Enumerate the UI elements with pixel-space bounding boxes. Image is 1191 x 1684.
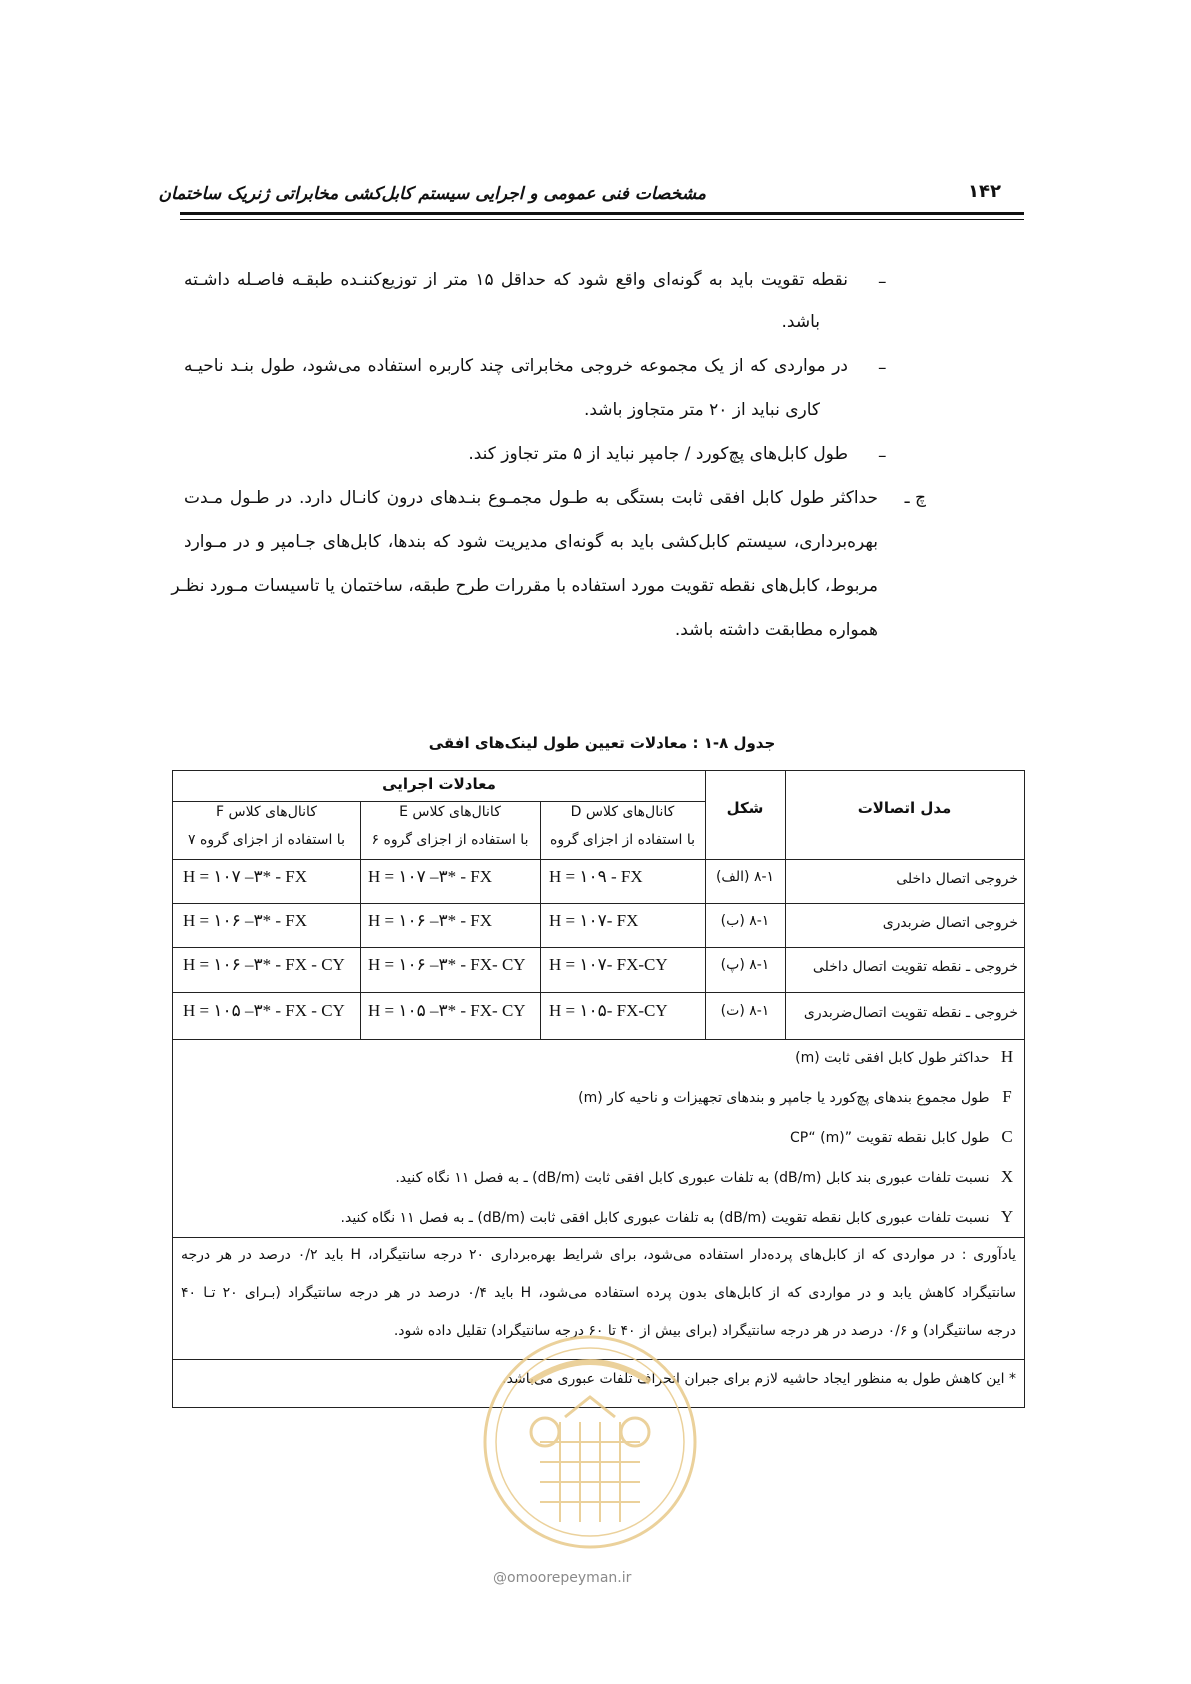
table-caption: جدول ۸-۱ : معادلات تعیین طول لینک‌های افقی — [428, 734, 776, 752]
row-eq-class-f: H = ۱۰۶ –۳* - FX — [183, 911, 308, 930]
note-line-3: درجه سانتیگراد) و ۰/۶ درصد در هر درجه سانتیگراد (برای بیش از ۴۰ تا ۶۰ درجه سانتیگراد) تقلیل داده شود. — [393, 1323, 1016, 1339]
definition-c — [790, 1127, 1020, 1147]
bullet-1-line-1: نقطه تقویت باید به گونه‌ای واقع شود که حداقل ۱۵ متر از توزیع‌کننـده طبقـه فاصـله داشـته — [184, 270, 849, 290]
row-eq-class-d: H = ۱۰۹ - FX — [549, 867, 643, 886]
bullet-2-line-1: در مواردی که از یک مجموعه خروجی مخابراتی چند کاربره استفاده می‌شود، طول بنـد ناحیـه — [184, 356, 848, 376]
definition-symbol: C — [1001, 1127, 1013, 1146]
definition-symbol: H — [1000, 1047, 1014, 1066]
row-figure: ۸-۱ (الف) — [715, 869, 775, 885]
header-rule-thin — [180, 219, 1024, 220]
header-class-f-sub: با استفاده از اجزای گروه ۷ — [188, 832, 345, 848]
bullet-dash: – — [878, 358, 887, 378]
header-equations: معادلات اجرایی — [382, 775, 496, 793]
row-eq-class-d: H = ۱۰۷- FX — [549, 911, 639, 930]
watermark-logo — [470, 1322, 710, 1582]
note-line-2: سانتیگراد کاهش یابد و در مواردی که از کابل‌های بدون پرده استفاده می‌شود، H باید ۰/۴ درصد در هر درجه سانتیگراد (بـرای ۲۰ تـا ۴۰ — [181, 1285, 1016, 1301]
paragraph-line-2: بهره‌برداری، سیستم کابل‌کشی باید به گونه‌ای مدیریت شود که بندها، کابل‌های جـامپر و در مـوارد — [184, 532, 878, 552]
paragraph-line-4: همواره مطابقت داشته باشد. — [674, 620, 878, 640]
row-eq-class-f: H = ۱۰۶ –۳* - FX - CY — [183, 955, 345, 974]
definition-y — [341, 1207, 1020, 1227]
header-figure: شکل — [726, 799, 764, 817]
row-eq-class-e: H = ۱۰۷ –۳* - FX — [368, 867, 493, 886]
row-model: خروجی اتصال داخلی — [896, 871, 1018, 887]
table-footnote: * این کاهش طول به منظور ایجاد حاشیه لازم برای جبران انحراف تلفات عبوری می‌باشد. — [502, 1371, 1016, 1387]
row-figure: ۸-۱ (ب) — [720, 913, 770, 929]
definition-text: حداکثر طول کابل افقی ثابت (m) — [795, 1050, 990, 1066]
row-model: خروجی ـ نقطه تقویت اتصال داخلی — [812, 959, 1018, 975]
page-number: ۱۴۲ — [968, 181, 1001, 202]
row-eq-class-e: H = ۱۰۶ –۳* - FX — [368, 911, 493, 930]
definition-text: طول کابل نقطه تقویت ”CP“ (m) — [789, 1130, 990, 1146]
watermark-site: @omoorepeyman.ir — [493, 1570, 632, 1586]
row-eq-class-f: H = ۱۰۷ –۳* - FX — [183, 867, 308, 886]
row-eq-class-e: H = ۱۰۶ –۳* - FX- CY — [368, 955, 526, 974]
paragraph-line-1: حداکثر طول کابل افقی ثابت بستگی به طـول مجمـوع بنـدهای درون کانـال دارد. در طـول مـدت — [184, 488, 878, 508]
header-class-f: کانال‌های کلاس F — [216, 804, 317, 820]
row-model: خروجی اتصال ضربدری — [882, 915, 1018, 931]
bullet-dash: – — [878, 446, 887, 466]
paragraph-line-3: مربوط، کابل‌های نقطه تقویت مورد استفاده با مقررات طرح طبقه، ساختمان یا تاسیسات مـورد نظـر — [171, 576, 878, 596]
row-divider — [173, 992, 1024, 993]
definition-text: طول مجموع بندهای پچ‌کورد یا جامپر و بندهای تجهیزات و ناحیه کار (m) — [578, 1090, 990, 1106]
definition-symbol: Y — [1000, 1207, 1014, 1226]
definition-text: نسبت تلفات عبوری کابل نقطه تقویت (dB/m) به تلفات عبوری کابل افقی ثابت (dB/m) ـ به فصل ۱۱ نگاه کنید. — [340, 1210, 990, 1226]
row-model: خروجی ـ نقطه تقویت اتصال‌ضربدری — [803, 1005, 1018, 1021]
row-figure: ۸-۱ (ت) — [720, 1003, 770, 1019]
bullet-1-line-2: باشد. — [781, 312, 820, 332]
row-divider — [173, 903, 1024, 904]
header-rule-thick — [180, 212, 1024, 215]
paragraph-label: چ ـ — [904, 488, 926, 508]
definition-text: نسبت تلفات عبوری بند کابل (dB/m) به تلفات عبوری کابل افقی ثابت (dB/m) ـ به فصل ۱۱ نگاه کنید. — [395, 1170, 990, 1186]
row-divider — [173, 1237, 1024, 1238]
header-model: مدل اتصالات — [857, 799, 952, 817]
row-divider — [173, 859, 1024, 860]
header-class-e: کانال‌های کلاس E — [399, 804, 501, 820]
definition-f — [578, 1087, 1020, 1107]
definition-x — [395, 1167, 1020, 1187]
definition-symbol: X — [1000, 1167, 1014, 1186]
definition-h — [795, 1047, 1020, 1067]
header-class-d-sub: با استفاده از اجزای گروه — [550, 832, 695, 848]
header-class-e-sub: با استفاده از اجزای گروه ۶ — [371, 832, 529, 848]
bullet-dash: – — [878, 272, 887, 292]
equations-table — [172, 770, 1025, 1408]
note-line-1: یادآوری : در مواردی که از کابل‌های پرده‌دار استفاده می‌شود، برای شرایط بهره‌برداری ۲۰ درجه سانتیگراد، H باید ۰/۲ درصد در هر درجه — [181, 1247, 1017, 1263]
row-eq-class-e: H = ۱۰۵ –۳* - FX- CY — [368, 1001, 526, 1020]
row-divider — [173, 801, 705, 802]
row-eq-class-f: H = ۱۰۵ –۳* - FX - CY — [183, 1001, 345, 1020]
row-eq-class-d: H = ۱۰۷- FX-CY — [549, 955, 668, 974]
bullet-3-line-1: طول کابل‌های پچ‌کورد / جامپر نباید از ۵ متر تجاوز کند. — [468, 444, 848, 464]
bullet-2-line-2: کاری نباید از ۲۰ متر متجاوز باشد. — [583, 400, 820, 420]
definition-symbol: F — [1002, 1087, 1012, 1106]
running-header-title: مشخصات فنی عمومی و اجرایی سیستم کابل‌کشی مخابراتی ژنریک ساختمان — [158, 184, 706, 204]
row-eq-class-d: H = ۱۰۵- FX-CY — [549, 1001, 668, 1020]
row-divider — [173, 1039, 1024, 1040]
row-figure: ۸-۱ (پ) — [720, 957, 770, 973]
row-divider — [173, 947, 1024, 948]
header-class-d: کانال‌های کلاس D — [570, 804, 675, 820]
